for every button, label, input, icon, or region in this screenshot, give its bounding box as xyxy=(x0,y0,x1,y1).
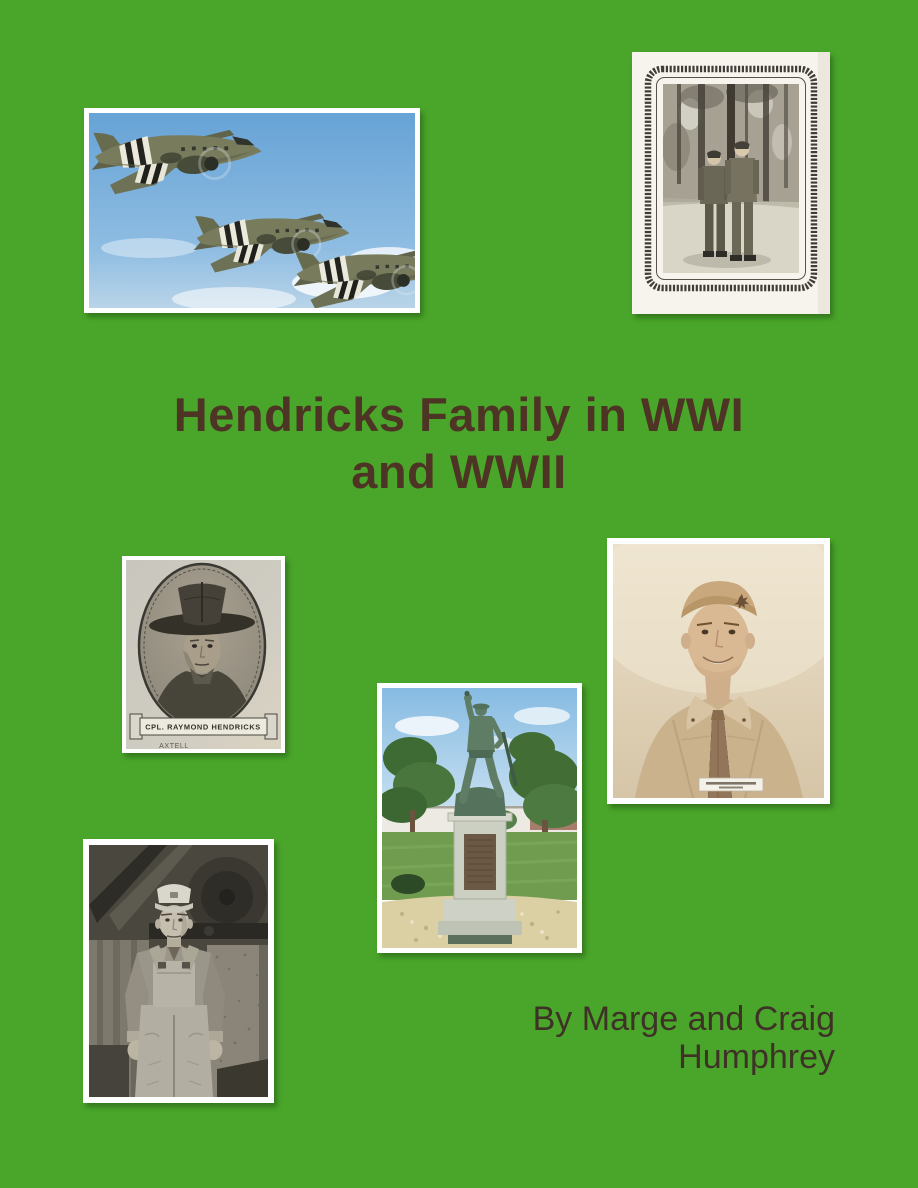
wwi-portrait-caption-line2: AXTELL xyxy=(159,743,189,749)
book-title-line2: and WWII xyxy=(351,445,567,498)
photo-wwi-portrait xyxy=(122,556,285,753)
photo-doughboy-statue xyxy=(377,683,582,953)
photo-overalls-man xyxy=(83,839,274,1103)
author-byline-line2: Humphrey xyxy=(678,1038,835,1076)
photo-airplanes xyxy=(84,108,420,313)
wwii-portrait-illustration xyxy=(613,544,824,798)
photo-two-soldiers xyxy=(632,52,830,314)
book-title xyxy=(0,386,918,500)
airplanes-illustration xyxy=(89,113,415,308)
author-byline xyxy=(533,1000,835,1076)
author-byline-line1: By Marge and Craig xyxy=(532,1000,835,1038)
two-soldiers-illustration xyxy=(632,52,830,314)
wwi-portrait-caption: CPL. RAYMOND HENDRICKS xyxy=(145,722,261,732)
statue-illustration xyxy=(382,688,577,948)
nameplate xyxy=(699,778,763,791)
book-title-line1: Hendricks Family in WWI xyxy=(173,388,745,441)
overalls-man-illustration xyxy=(89,845,268,1097)
photo-wwii-portrait xyxy=(607,538,830,804)
wwi-portrait-illustration xyxy=(126,560,281,749)
